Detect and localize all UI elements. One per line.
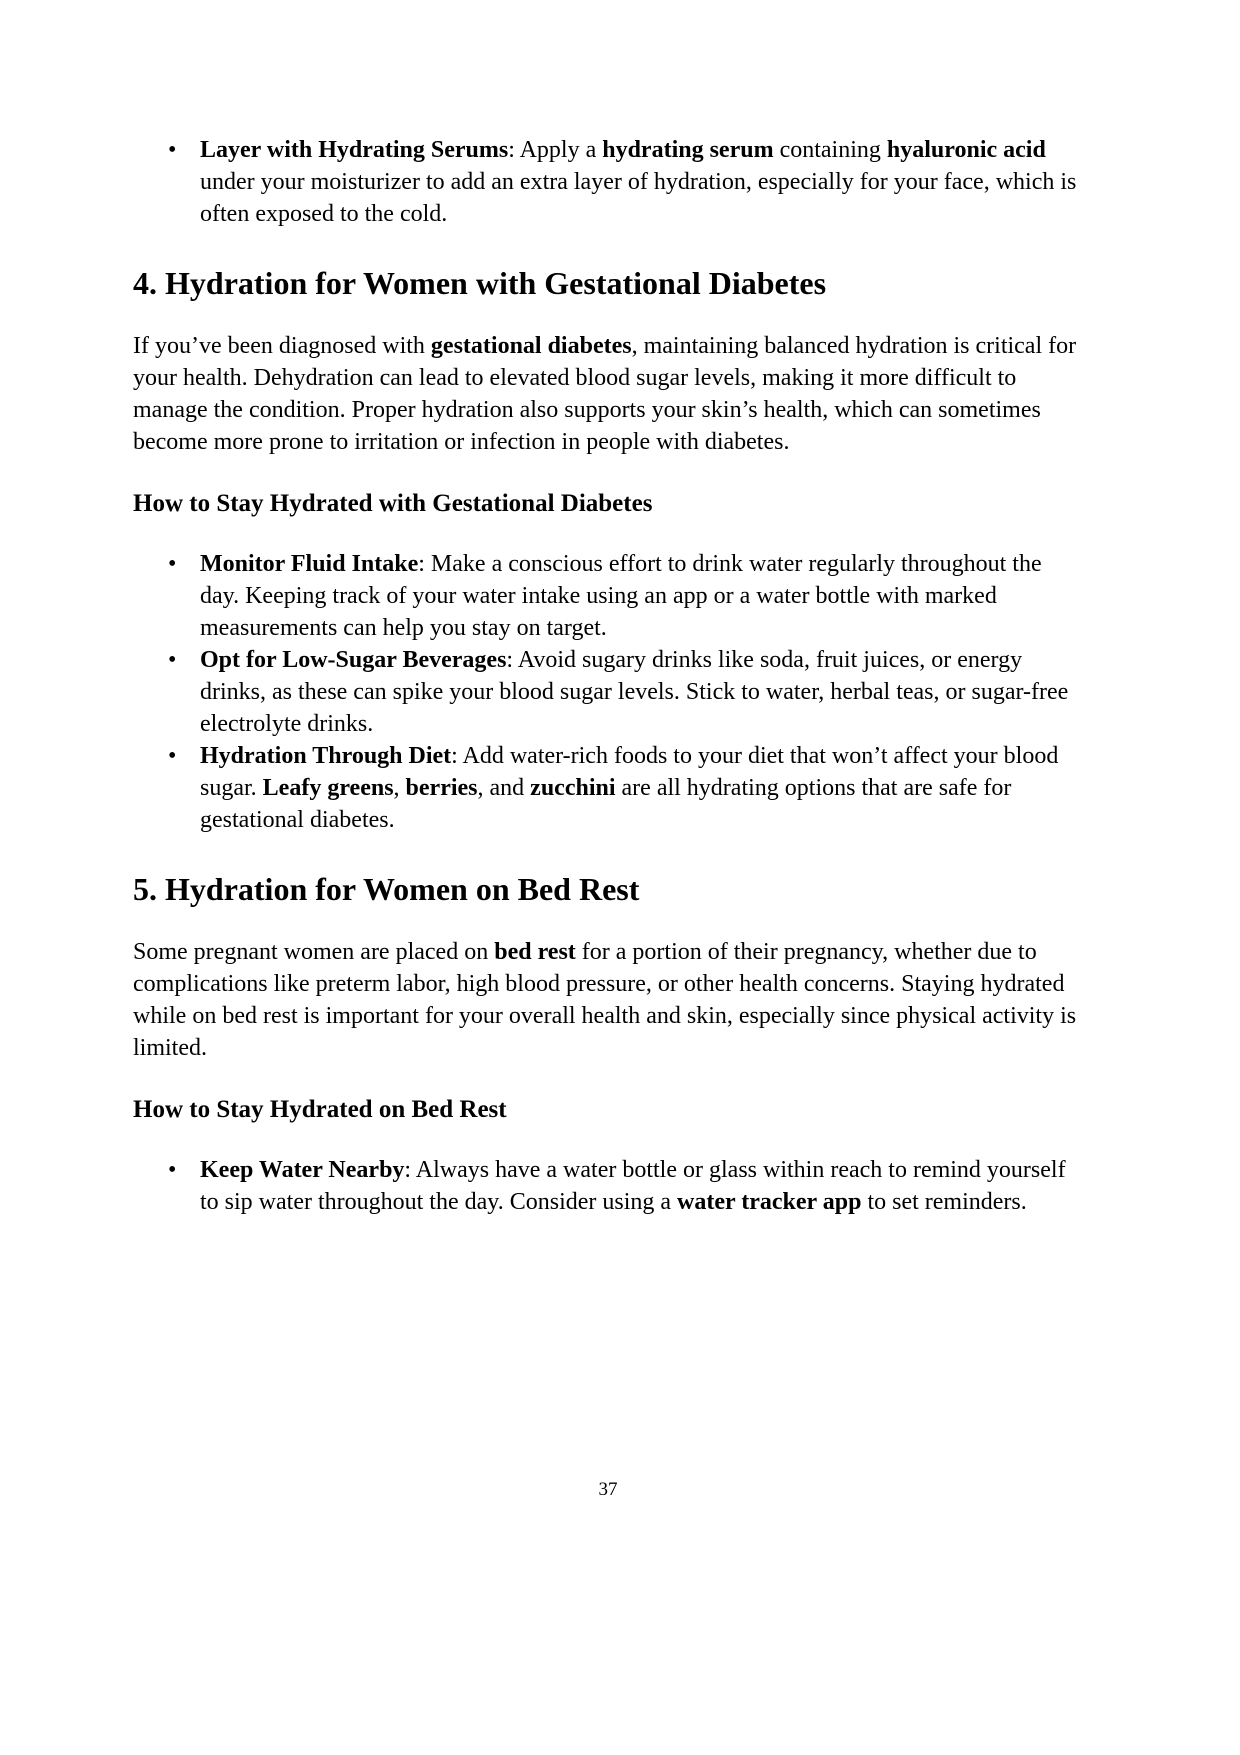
- section-paragraph: [133, 936, 1083, 1064]
- text-run: If you’ve been diagnosed with: [133, 333, 431, 359]
- section-subheading: How to Stay Hydrated on Bed Rest: [133, 1096, 507, 1123]
- text-run: to set reminders.: [861, 1189, 1027, 1215]
- leading-bullet-list: [133, 134, 1083, 230]
- text-run: ,: [393, 775, 406, 801]
- text-run: Some pregnant women are placed on: [133, 939, 495, 965]
- bold-text-run: Hydration Through Diet: [200, 743, 452, 769]
- bold-text-run: Opt for Low-Sugar Beverages: [200, 647, 507, 673]
- bullet-item: [200, 644, 1083, 740]
- bullet-item: [200, 1154, 1083, 1218]
- bold-text-run: bed rest: [494, 939, 576, 965]
- bullet-item: [200, 740, 1083, 836]
- text-run: under your moisturizer to add an extra layer of hydration, especially for your face, which is often exposed to the cold.: [200, 169, 1077, 227]
- bold-text-run: hyaluronic acid: [886, 137, 1046, 163]
- bold-text-run: Leafy greens: [262, 775, 394, 801]
- text-run: are all hydrating options that are safe for gestational diabetes.: [200, 775, 1012, 833]
- bold-text-run: gestational diabetes: [430, 333, 632, 359]
- section-heading: 4. Hydration for Women with Gestational Diabetes: [133, 265, 827, 301]
- bold-text-run: zucchini: [530, 775, 616, 801]
- bold-text-run: Layer with Hydrating Serums: [200, 137, 509, 163]
- text-run: , maintaining balanced hydration is critical for your health. Dehydration can lead to elevated blood sugar levels, making it more difficult to manage the condition. Proper hydration also supports your skin’s health, which can sometimes become more prone to irritation or infection in people with diabetes.: [133, 333, 1077, 455]
- text-run: : Make a conscious effort to drink water regularly throughout the day. Keeping track of your water intake using an app or a water bottle with marked measurements can help you stay on target.: [200, 551, 1042, 641]
- bold-text-run: hydrating serum: [602, 137, 774, 163]
- page-number: 37: [598, 1479, 618, 1500]
- section-paragraph: [133, 330, 1083, 458]
- section-heading: 5. Hydration for Women on Bed Rest: [133, 871, 640, 907]
- document-section: [133, 870, 1083, 1218]
- bullet-item: [200, 134, 1083, 230]
- text-run: containing: [773, 137, 887, 163]
- section-subheading: How to Stay Hydrated with Gestational Diabetes: [133, 490, 653, 517]
- sections-container: [133, 264, 1083, 1218]
- section-bullet-list: [133, 548, 1083, 836]
- bold-text-run: water tracker app: [677, 1189, 862, 1215]
- bold-text-run: Keep Water Nearby: [200, 1157, 405, 1183]
- bullet-item: [200, 548, 1083, 644]
- text-run: : Apply a: [508, 137, 603, 163]
- text-run: , and: [477, 775, 531, 801]
- text-run: : Avoid sugary drinks like soda, fruit juices, or energy drinks, as these can spike your blood sugar levels. Stick to water, herbal teas, or sugar-free electrolyte drinks.: [200, 647, 1069, 737]
- text-run: : Add water-rich foods to your diet that won’t affect your blood sugar.: [200, 743, 1059, 801]
- bold-text-run: Monitor Fluid Intake: [200, 551, 419, 577]
- text-run: : Always have a water bottle or glass within reach to remind yourself to sip water throughout the day. Consider using a: [200, 1157, 1066, 1215]
- document-section: [133, 264, 1083, 836]
- bold-text-run: berries: [405, 775, 478, 801]
- section-bullet-list: [133, 1154, 1083, 1218]
- text-run: for a portion of their pregnancy, whether due to complications like preterm labor, high blood pressure, or other health concerns. Staying hydrated while on bed rest is important for your overall health and skin, especially since physical activity is limited.: [133, 939, 1077, 1061]
